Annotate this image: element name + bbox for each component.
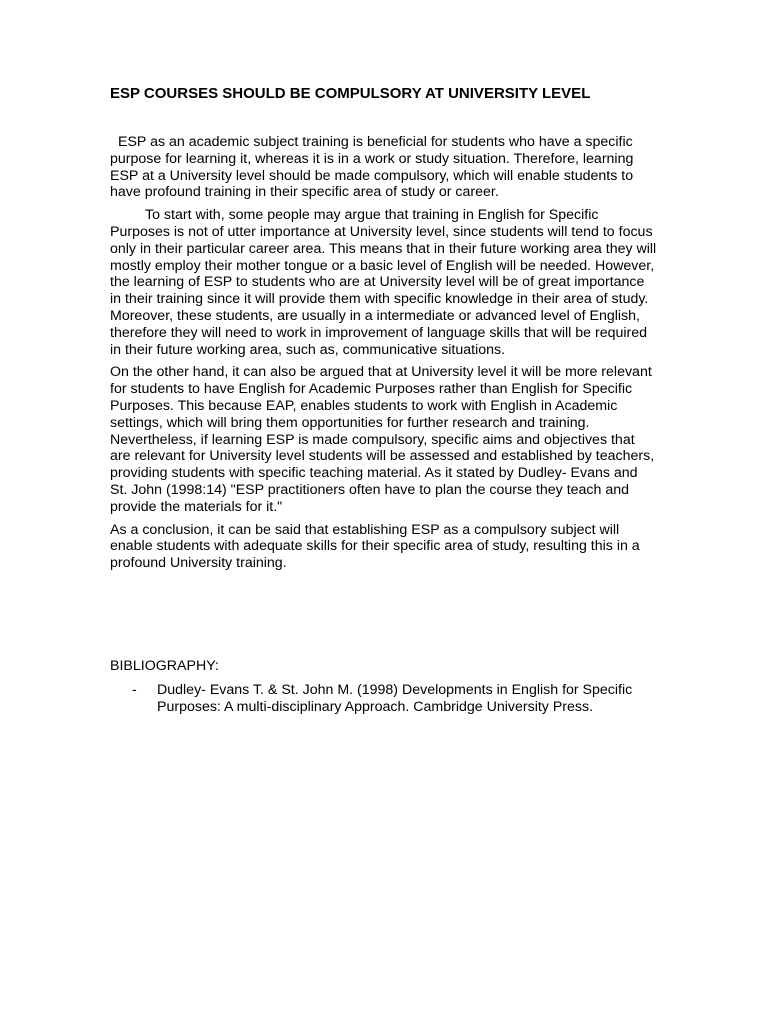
document-body (110, 134, 658, 578)
paragraph-introduction: ESP as an academic subject training is beneficial for students who have a specific purpose for learning it, whereas it is in a work or study situation. Therefore, learning ESP at a University level should be made compulsory, which will enable students to have profound training in their specific area of study or career. (110, 134, 634, 201)
bibliography-list (110, 682, 658, 716)
bibliography-bullet: - (132, 682, 137, 698)
paragraph-argument: To start with, some people may argue that training in English for Specific Purposes is not of utter importance at University level, since students will tend to focus only in their particular career area. This means that in their future working area they will mostly employ their mother tongue or a basic level of English will be needed. However, the learning of ESP to students who are at University level will be of great importance in their training since it will provide them with specific knowledge in their area of study. Moreover, these students, are usually in a intermediate or advanced level of English, therefore they will need to work in improvement of language skills that will be required in their future working area, such as, communicative situations. (110, 207, 657, 358)
bibliography-entry-text: Dudley- Evans T. & St. John M. (1998) Developments in English for Specific Purposes: A multi-disciplinary Approach. Cambridge University Press. (157, 682, 633, 715)
document-title: ESP COURSES SHOULD BE COMPULSORY AT UNIVERSITY LEVEL (110, 85, 591, 102)
paragraph-counterargument: On the other hand, it can also be argued that at University level it will be more relevant for students to have English for Academic Purposes rather than English for Specific Purposes. This because EAP, enables students to work with English in Academic settings, which will bring them opportunities for further research and training. Nevertheless, if learning ESP is made compulsory, specific aims and objectives that are relevant for University level students will be assessed and established by teachers, providing students with specific teaching material. As it stated by Dudley- Evans and St. John (1998:14) "ESP practitioners often have to plan the course they teach and provide the materials for it." (110, 364, 655, 515)
bibliography-item (110, 682, 658, 716)
bibliography-heading: BIBLIOGRAPHY: (110, 658, 219, 674)
paragraph-conclusion: As a conclusion, it can be said that establishing ESP as a compulsory subject will enable students with adequate skills for their specific area of study, resulting this in a profound University training. (110, 521, 640, 572)
